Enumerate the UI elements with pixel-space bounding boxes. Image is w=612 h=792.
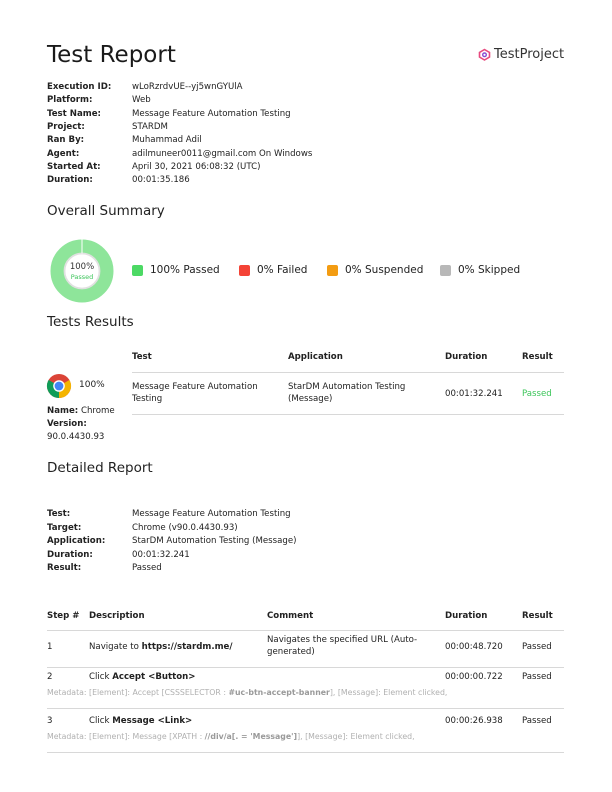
metadata-prefix: Metadata: [Element]: Accept [CSSSELECTOR : — [47, 688, 229, 697]
step-result: Passed — [522, 672, 552, 682]
legend-label: 0% Failed — [257, 264, 308, 276]
col-comment: Comment — [267, 611, 314, 621]
execution-label: Agent: — [47, 148, 80, 159]
metadata-selector: #uc-btn-accept-banner — [228, 688, 330, 697]
detail-row — [47, 508, 407, 521]
detail-row — [47, 535, 407, 548]
step-duration: 00:00:48.720 — [445, 642, 503, 652]
detail-value: Message Feature Automation Testing — [132, 509, 291, 519]
step-comment: Navigates the specified URL (Auto-generated) — [267, 635, 418, 657]
col-description: Description — [89, 611, 145, 621]
result-test-name: Message Feature Automation Testing — [132, 382, 258, 404]
col-step-duration: Duration — [445, 611, 488, 621]
execution-label: Ran By: — [47, 135, 85, 146]
step-action: Click — [89, 716, 113, 726]
execution-label: Test Name: — [47, 108, 101, 119]
detail-label: Result: — [47, 563, 82, 573]
table-divider — [132, 372, 564, 373]
step-description — [89, 671, 195, 683]
execution-value: Muhammad Adil — [132, 135, 202, 146]
legend-skipped — [440, 264, 520, 276]
execution-row — [47, 81, 407, 94]
donut-status: Passed — [70, 273, 94, 281]
table-divider — [47, 630, 564, 631]
browser-version-label: Version: — [47, 419, 87, 429]
legend-swatch-suspended — [327, 265, 338, 276]
step-target: Message <Link> — [112, 716, 193, 726]
detail-value: Chrome (v90.0.4430.93) — [132, 522, 238, 533]
execution-row — [47, 174, 407, 187]
result-duration: 00:01:32.241 — [445, 389, 503, 399]
step-action: Click — [89, 672, 113, 682]
browser-pass-percent: 100% — [79, 380, 105, 390]
page-title: Test Report — [47, 42, 176, 68]
legend-passed — [132, 264, 220, 276]
execution-value: 00:01:35.186 — [132, 175, 190, 186]
browser-name-value: Chrome — [80, 406, 115, 416]
execution-row — [47, 134, 407, 147]
detail-label: Application: — [47, 536, 106, 546]
step-number: 1 — [47, 642, 53, 652]
overall-summary-heading: Overall Summary — [47, 203, 165, 219]
step-target: Accept <Button> — [112, 672, 196, 682]
result-application: StarDM Automation Testing (Message) — [288, 382, 406, 404]
legend-suspended — [327, 264, 423, 276]
detail-value: StarDM Automation Testing (Message) — [132, 536, 297, 546]
table-divider — [47, 708, 564, 709]
legend-failed — [239, 264, 307, 276]
metadata-suffix: ], [Message]: Element clicked, — [329, 688, 448, 697]
execution-row — [47, 121, 407, 134]
table-divider — [47, 752, 564, 753]
step-target: https://stardm.me/ — [141, 642, 233, 652]
tests-results-heading: Tests Results — [47, 314, 134, 330]
table-divider — [132, 414, 564, 415]
execution-label: Platform: — [47, 95, 93, 106]
step-result: Passed — [522, 642, 552, 652]
detailed-info — [47, 508, 407, 578]
detail-row — [47, 562, 407, 575]
detail-value: Passed — [132, 563, 162, 573]
metadata-suffix: ], [Message]: Element clicked, — [297, 732, 415, 741]
legend-swatch-failed — [239, 265, 250, 276]
browser-name — [47, 406, 115, 416]
execution-label: Duration: — [47, 175, 93, 186]
execution-value: Message Feature Automation Testing — [132, 108, 291, 119]
step-action: Navigate to — [89, 642, 142, 652]
legend-label: 0% Skipped — [458, 264, 521, 276]
detail-label: Test: — [47, 509, 71, 519]
testproject-logo — [478, 47, 564, 62]
detail-value: 00:01:32.241 — [132, 549, 190, 560]
col-step-number: Step # — [47, 611, 80, 621]
testproject-logo-icon — [478, 48, 491, 61]
execution-row — [47, 94, 407, 107]
legend-swatch-skipped — [440, 265, 451, 276]
execution-label: Project: — [47, 121, 85, 132]
execution-value: wLoRzrdvUE--yj5wnGYUlA — [132, 82, 243, 92]
donut-percent: 100% — [69, 262, 95, 272]
brand-name: TestProject — [494, 47, 565, 62]
result-status: Passed — [522, 389, 552, 399]
step-metadata — [47, 688, 447, 697]
execution-row — [47, 108, 407, 121]
step-result: Passed — [522, 716, 552, 726]
step-metadata — [47, 732, 415, 741]
legend-swatch-passed — [132, 265, 143, 276]
detail-label: Target: — [47, 522, 82, 533]
step-number: 3 — [47, 716, 53, 726]
legend-label: 100% Passed — [150, 264, 220, 276]
metadata-prefix: Metadata: [Element]: Message [XPATH : — [47, 732, 205, 741]
col-step-result: Result — [522, 611, 553, 621]
step-duration: 00:00:00.722 — [445, 672, 503, 682]
chrome-icon — [46, 373, 72, 399]
execution-value: adilmuneer0011@gmail.com On Windows — [132, 148, 313, 159]
col-duration: Duration — [445, 352, 488, 362]
detail-row — [47, 549, 407, 562]
step-description — [89, 641, 233, 653]
detailed-report-heading: Detailed Report — [47, 460, 153, 476]
col-application: Application — [288, 352, 343, 362]
detail-row — [47, 522, 407, 535]
browser-version-value: 90.0.4430.93 — [47, 432, 105, 442]
execution-value: April 30, 2021 06:08:32 (UTC) — [132, 161, 261, 172]
execution-row — [47, 161, 407, 174]
legend-label: 0% Suspended — [345, 264, 424, 276]
step-number: 2 — [47, 672, 53, 682]
col-result: Result — [522, 352, 553, 362]
execution-row — [47, 148, 407, 161]
execution-label: Execution ID: — [47, 82, 112, 92]
browser-name-label: Name: — [47, 406, 79, 416]
execution-info — [47, 81, 407, 191]
execution-value: Web — [132, 95, 151, 106]
table-divider — [47, 667, 564, 668]
col-test: Test — [132, 352, 152, 362]
detail-label: Duration: — [47, 549, 93, 560]
step-description — [89, 715, 192, 727]
step-duration: 00:00:26.938 — [445, 716, 503, 726]
metadata-selector: //div/a[. = 'Message'] — [204, 732, 298, 741]
execution-value: STARDM — [132, 121, 168, 132]
execution-label: Started At: — [47, 161, 101, 172]
